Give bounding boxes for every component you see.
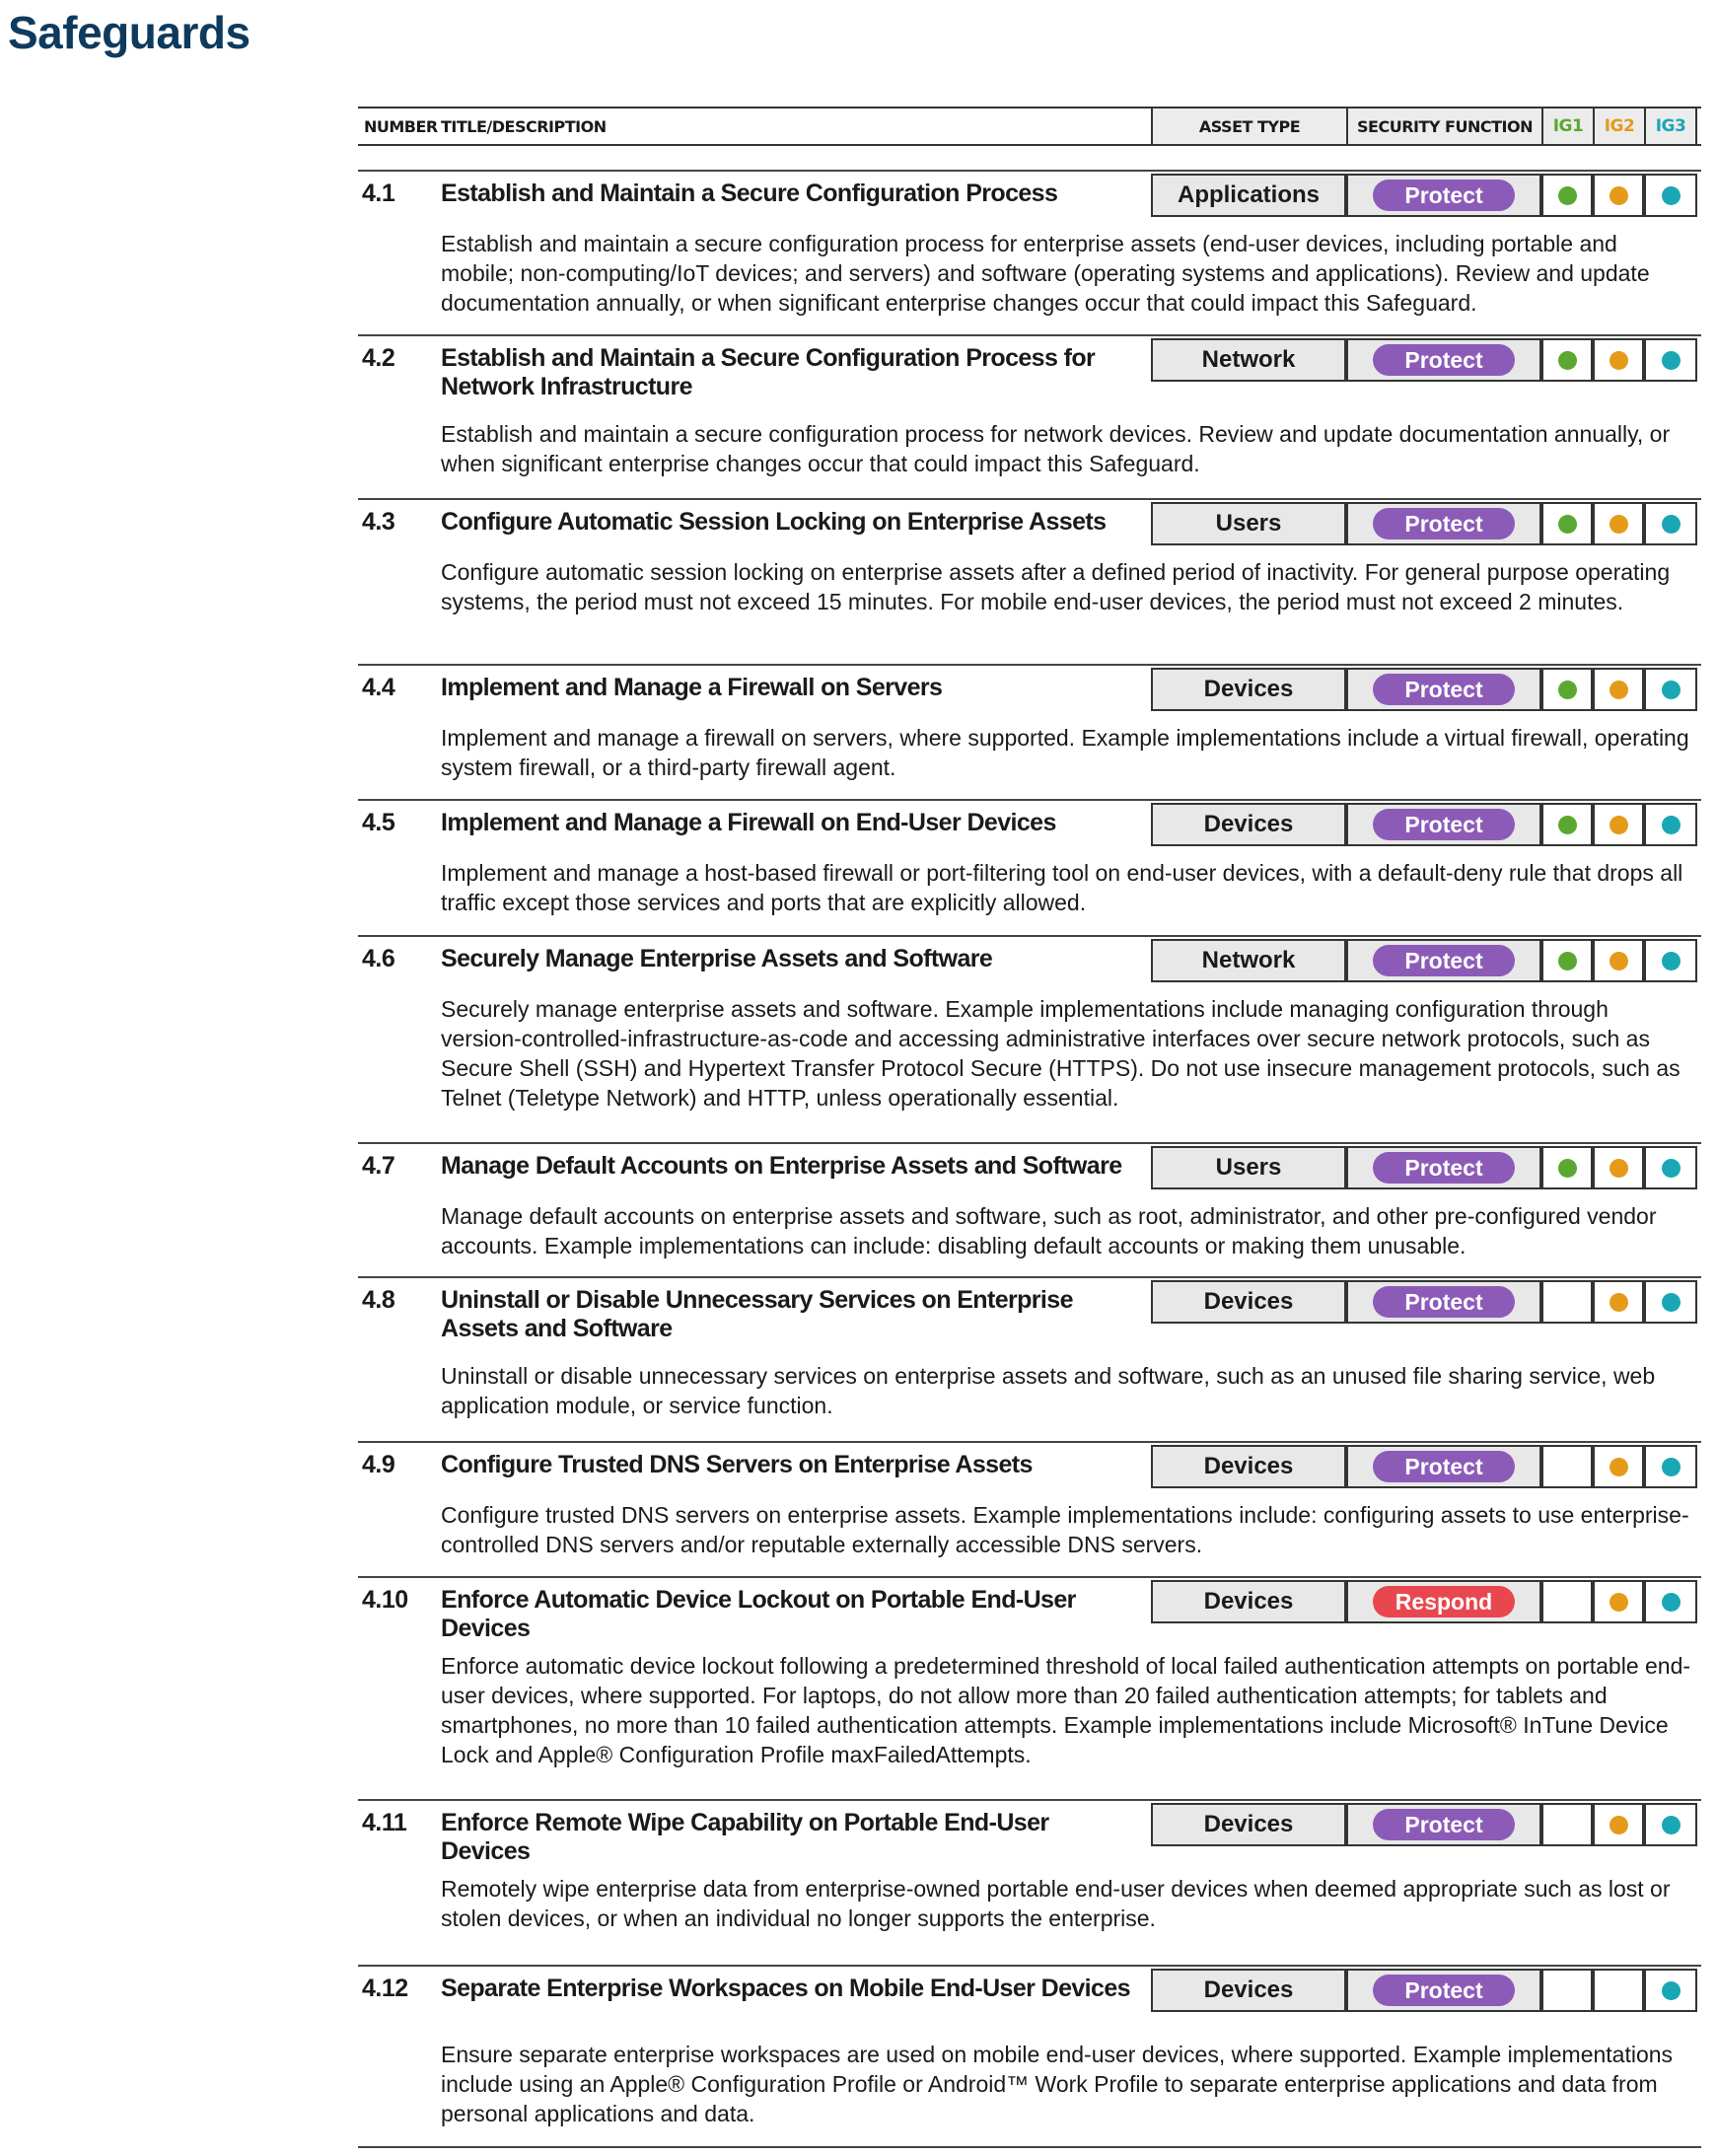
header-ig2: IG2 [1593,107,1646,146]
asset-type-cell: Devices [1151,668,1346,711]
asset-type-cell: Users [1151,502,1346,545]
security-function-badge: Protect [1373,1809,1515,1840]
security-function-badge: Respond [1373,1586,1515,1617]
ig1-cell [1541,1969,1593,2012]
safeguard-row [358,1965,1701,2148]
safeguards-table [358,107,1701,2126]
ig3-dot-icon [1662,1159,1681,1178]
security-function-badge: Protect [1373,1451,1515,1482]
safeguard-title: Separate Enterprise Workspaces on Mobile End-User Devices [441,1975,1130,2002]
ig1-dot-icon [1558,515,1577,534]
security-function-cell [1346,1969,1541,2012]
safeguard-row [358,498,1701,666]
safeguard-number: 4.7 [362,1152,395,1180]
security-function-cell [1346,668,1541,711]
ig3-cell [1644,668,1697,711]
safeguard-title: Manage Default Accounts on Enterprise Assets and Software [441,1152,1122,1180]
ig2-cell [1593,939,1644,982]
asset-type-cell: Devices [1151,1803,1346,1846]
safeguard-title: Establish and Maintain a Secure Configuration Process for Network Infrastructure [441,344,1096,400]
asset-type-cell: Applications [1151,174,1346,217]
ig1-dot-icon [1558,1159,1577,1178]
ig3-dot-icon [1662,351,1681,370]
safeguard-description: Implement and manage a host-based firewall or port-filtering tool on end-user devices, with a default-deny rule that drops all traffic except those services and ports that are explicitly allowed. [441,860,1683,915]
safeguard-number: 4.10 [362,1586,408,1614]
safeguard-row [358,1799,1701,1967]
ig3-cell [1644,1445,1697,1488]
asset-type-cell: Devices [1151,1969,1346,2012]
safeguard-title: Securely Manage Enterprise Assets and Software [441,945,993,972]
security-function-cell [1346,1280,1541,1324]
ig2-dot-icon [1610,1159,1628,1178]
safeguard-row [358,1576,1701,1801]
asset-type-cell: Devices [1151,1280,1346,1324]
ig1-cell [1541,1580,1593,1623]
ig3-dot-icon [1662,952,1681,970]
ig1-cell [1541,1445,1593,1488]
safeguard-row [358,1142,1701,1278]
ig3-cell [1644,939,1697,982]
safeguard-description: Securely manage enterprise assets and software. Example implementations include managing configuration through version-controlled-infrastructure-as-code and accessing administrative interfaces over secure network protocols, such as Secure Shell (SSH) and Hypertext Transfer Protocol Secure (HTTPS). Do not use insecure management protocols, such as Telnet (Teletype Network) and HTTP, unless operationally essential. [441,996,1681,1111]
safeguard-row [358,664,1701,801]
safeguard-title: Enforce Remote Wipe Capability on Portable End-User Devices [441,1809,1049,1865]
ig3-cell [1644,803,1697,846]
ig2-dot-icon [1610,952,1628,970]
header-title: TITLE/DESCRIPTION [441,117,607,136]
ig2-cell [1593,1146,1644,1189]
safeguard-description: Uninstall or disable unnecessary services on enterprise assets and software, such as an unused file sharing service, web application module, or service function. [441,1363,1656,1418]
safeguard-description: Implement and manage a firewall on servers, where supported. Example implementations include a virtual firewall, operating system firewall, or a third-party firewall agent. [441,725,1689,780]
ig3-dot-icon [1662,1593,1681,1612]
safeguard-description: Configure trusted DNS servers on enterprise assets. Example implementations include: configuring assets to use enterprise-controlled DNS servers and/or reputable externally accessible DNS servers. [441,1502,1689,1557]
safeguard-title: Implement and Manage a Firewall on End-User Devices [441,809,1056,836]
safeguard-number: 4.9 [362,1451,395,1478]
ig1-cell [1541,1146,1593,1189]
header-asset-type: ASSET TYPE [1151,107,1348,146]
safeguard-number: 4.1 [362,180,395,207]
ig2-dot-icon [1610,1816,1628,1834]
ig2-cell [1593,174,1644,217]
ig2-cell [1593,1580,1644,1623]
asset-type-cell: Devices [1151,803,1346,846]
security-function-cell [1346,1445,1541,1488]
ig3-cell [1644,502,1697,545]
safeguard-number: 4.12 [362,1975,408,2002]
security-function-badge: Protect [1373,508,1515,539]
ig2-cell [1593,338,1644,382]
ig2-cell [1593,1969,1644,2012]
safeguard-title: Enforce Automatic Device Lockout on Portable End-User Devices [441,1586,1076,1642]
header-ig3: IG3 [1644,107,1697,146]
safeguard-title: Configure Automatic Session Locking on Enterprise Assets [441,508,1107,536]
security-function-cell [1346,338,1541,382]
ig3-dot-icon [1662,1458,1681,1476]
security-function-cell [1346,939,1541,982]
safeguard-description: Establish and maintain a secure configuration process for network devices. Review and update documentation annually, or when significant enterprise changes occur that could impact this Safeguard. [441,421,1671,476]
ig1-cell [1541,502,1593,545]
security-function-cell [1346,1580,1541,1623]
bottom-divider [358,2146,1701,2148]
ig2-cell [1593,803,1644,846]
ig2-cell [1593,1280,1644,1324]
safeguard-number: 4.2 [362,344,395,372]
ig3-cell [1644,1969,1697,2012]
table-header [358,107,1701,146]
asset-type-cell: Network [1151,338,1346,382]
security-function-badge: Protect [1373,945,1515,976]
security-function-cell [1346,1146,1541,1189]
safeguard-description: Establish and maintain a secure configuration process for enterprise assets (end-user devices, including portable and mobile; non-computing/IoT devices; and servers) and software (operating systems and applications). Review and update documentation annually, or when significant enterprise changes occur that could impact this Safeguard. [441,231,1650,316]
ig3-dot-icon [1662,1293,1681,1312]
security-function-badge: Protect [1373,1975,1515,2006]
security-function-cell [1346,174,1541,217]
ig1-cell [1541,803,1593,846]
safeguard-description: Remotely wipe enterprise data from enterprise-owned portable end-user devices when deemed appropriate such as lost or stolen devices, or when an individual no longer supports the enterprise. [441,1876,1671,1931]
safeguard-row [358,935,1701,1144]
ig3-cell [1644,174,1697,217]
safeguard-number: 4.11 [362,1809,407,1836]
ig3-dot-icon [1662,816,1681,834]
ig3-dot-icon [1662,681,1681,699]
ig2-dot-icon [1610,816,1628,834]
ig1-cell [1541,939,1593,982]
safeguard-row [358,1441,1701,1578]
ig2-dot-icon [1610,1593,1628,1612]
safeguard-row [358,1276,1701,1443]
ig1-dot-icon [1558,186,1577,205]
safeguard-title: Uninstall or Disable Unnecessary Services on Enterprise Assets and Software [441,1286,1073,1342]
safeguard-row [358,170,1701,336]
ig1-cell [1541,668,1593,711]
ig1-cell [1541,1280,1593,1324]
ig2-cell [1593,1445,1644,1488]
page-title: Safeguards [8,7,250,58]
security-function-badge: Protect [1373,344,1515,376]
ig1-cell [1541,174,1593,217]
ig1-dot-icon [1558,351,1577,370]
ig3-dot-icon [1662,515,1681,534]
safeguard-title: Establish and Maintain a Secure Configuration Process [441,180,1058,207]
safeguard-number: 4.8 [362,1286,395,1314]
security-function-badge: Protect [1373,674,1515,705]
ig2-cell [1593,668,1644,711]
asset-type-cell: Users [1151,1146,1346,1189]
ig2-dot-icon [1610,186,1628,205]
safeguard-description: Enforce automatic device lockout following a predetermined threshold of local failed authentication attempts on portable end-user devices, where supported. For laptops, do not allow more than 20 failed authentication attempts; for tablets and smartphones, no more than 10 failed authentication attempts. Example implementations include Microsoft® InTune Device Lock and Apple® Configuration Profile maxFailedAttempts. [441,1653,1691,1767]
ig1-dot-icon [1558,816,1577,834]
safeguard-row [358,334,1701,500]
ig3-dot-icon [1662,186,1681,205]
ig3-cell [1644,338,1697,382]
ig1-dot-icon [1558,681,1577,699]
safeguard-row [358,799,1701,937]
security-function-cell [1346,502,1541,545]
safeguard-title: Configure Trusted DNS Servers on Enterprise Assets [441,1451,1033,1478]
ig2-cell [1593,1803,1644,1846]
ig2-dot-icon [1610,1458,1628,1476]
ig2-dot-icon [1610,351,1628,370]
ig2-dot-icon [1610,681,1628,699]
security-function-badge: Protect [1373,180,1515,211]
ig1-dot-icon [1558,952,1577,970]
ig3-cell [1644,1580,1697,1623]
header-security-function: SECURITY FUNCTION [1346,107,1543,146]
safeguard-title: Implement and Manage a Firewall on Servers [441,674,943,701]
security-function-badge: Protect [1373,1152,1515,1184]
safeguard-number: 4.6 [362,945,395,972]
ig3-cell [1644,1803,1697,1846]
ig2-cell [1593,502,1644,545]
safeguard-description: Configure automatic session locking on enterprise assets after a defined period of inactivity. For general purpose operating systems, the period must not exceed 15 minutes. For mobile end-user devices, the period must not exceed 2 minutes. [441,559,1671,614]
ig3-cell [1644,1146,1697,1189]
ig3-dot-icon [1662,1981,1681,2000]
ig2-dot-icon [1610,1293,1628,1312]
security-function-cell [1346,1803,1541,1846]
safeguard-number: 4.5 [362,809,395,836]
safeguard-number: 4.3 [362,508,395,536]
safeguard-number: 4.4 [362,674,395,701]
asset-type-cell: Devices [1151,1445,1346,1488]
ig3-dot-icon [1662,1816,1681,1834]
ig1-cell [1541,1803,1593,1846]
header-number: NUMBER [364,117,438,136]
safeguard-description: Manage default accounts on enterprise assets and software, such as root, administrator, and other pre-configured vendor accounts. Example implementations can include: disabling default accounts or making them unusable. [441,1203,1657,1258]
asset-type-cell: Network [1151,939,1346,982]
security-function-cell [1346,803,1541,846]
safeguard-description: Ensure separate enterprise workspaces are used on mobile end-user devices, where supported. Example implementations include using an Apple® Configuration Profile or Android™ Work Profile to separate enterprise applications and data from personal applications and data. [441,2042,1674,2126]
asset-type-cell: Devices [1151,1580,1346,1623]
header-ig1: IG1 [1541,107,1595,146]
security-function-badge: Protect [1373,1286,1515,1318]
ig3-cell [1644,1280,1697,1324]
ig1-cell [1541,338,1593,382]
ig2-dot-icon [1610,515,1628,534]
security-function-badge: Protect [1373,809,1515,840]
